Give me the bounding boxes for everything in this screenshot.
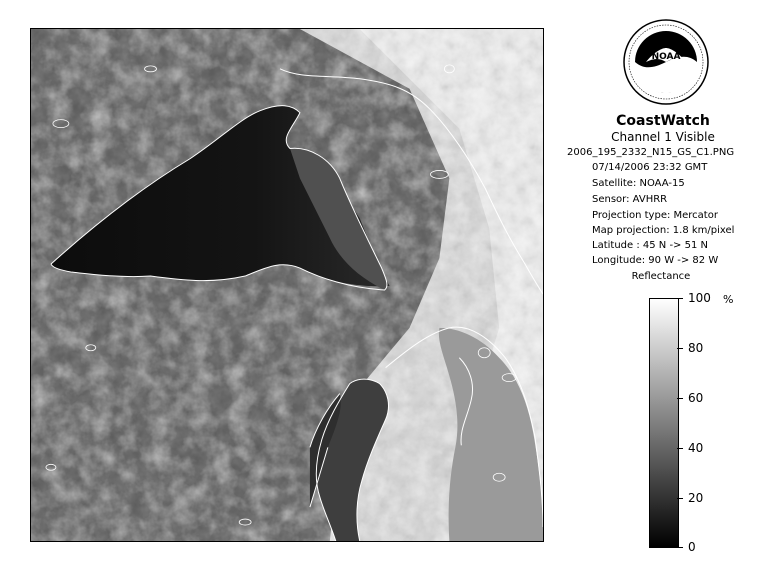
colorbar-tick [677,498,683,499]
satellite: Satellite: NOAA-15 [592,178,685,189]
colorbar-tick-label: 100 [688,291,711,305]
logo-text: NOAA [651,52,681,62]
satellite-map [31,29,543,541]
longitude-range: Longitude: 90 W -> 82 W [592,255,719,266]
colorbar-unit: % [723,293,734,306]
filename: 2006_195_2332_N15_GS_C1.PNG [567,147,735,158]
legend-panel [560,0,782,572]
latitude-range: Latitude : 45 N -> 51 N [592,240,708,251]
datetime: 07/14/2006 23:32 GMT [592,162,708,173]
satellite-image [30,28,544,542]
colorbar-tick-label: 60 [688,391,704,405]
sensor: Sensor: AVHRR [592,194,668,205]
reflectance-colorbar [649,298,679,548]
colorbar-tick-label: 40 [688,441,704,455]
colorbar-tick-label: 80 [688,341,704,355]
colorbar-tick [677,298,683,299]
colorbar-tick-label: 0 [688,540,696,554]
product-subtitle: Channel 1 Visible [611,130,715,144]
colorbar-tick [677,448,683,449]
colorbar-tick [677,348,683,349]
colorbar-tick [677,398,683,399]
noaa-logo [622,18,710,106]
colorbar-tick [677,547,683,548]
map-projection: Map projection: 1.8 km/pixel [592,225,735,236]
projection-type: Projection type: Mercator [592,210,718,221]
product-title: CoastWatch [616,113,710,129]
colorbar-tick-label: 20 [688,491,704,505]
colorbar-title: Reflectance [631,271,691,282]
